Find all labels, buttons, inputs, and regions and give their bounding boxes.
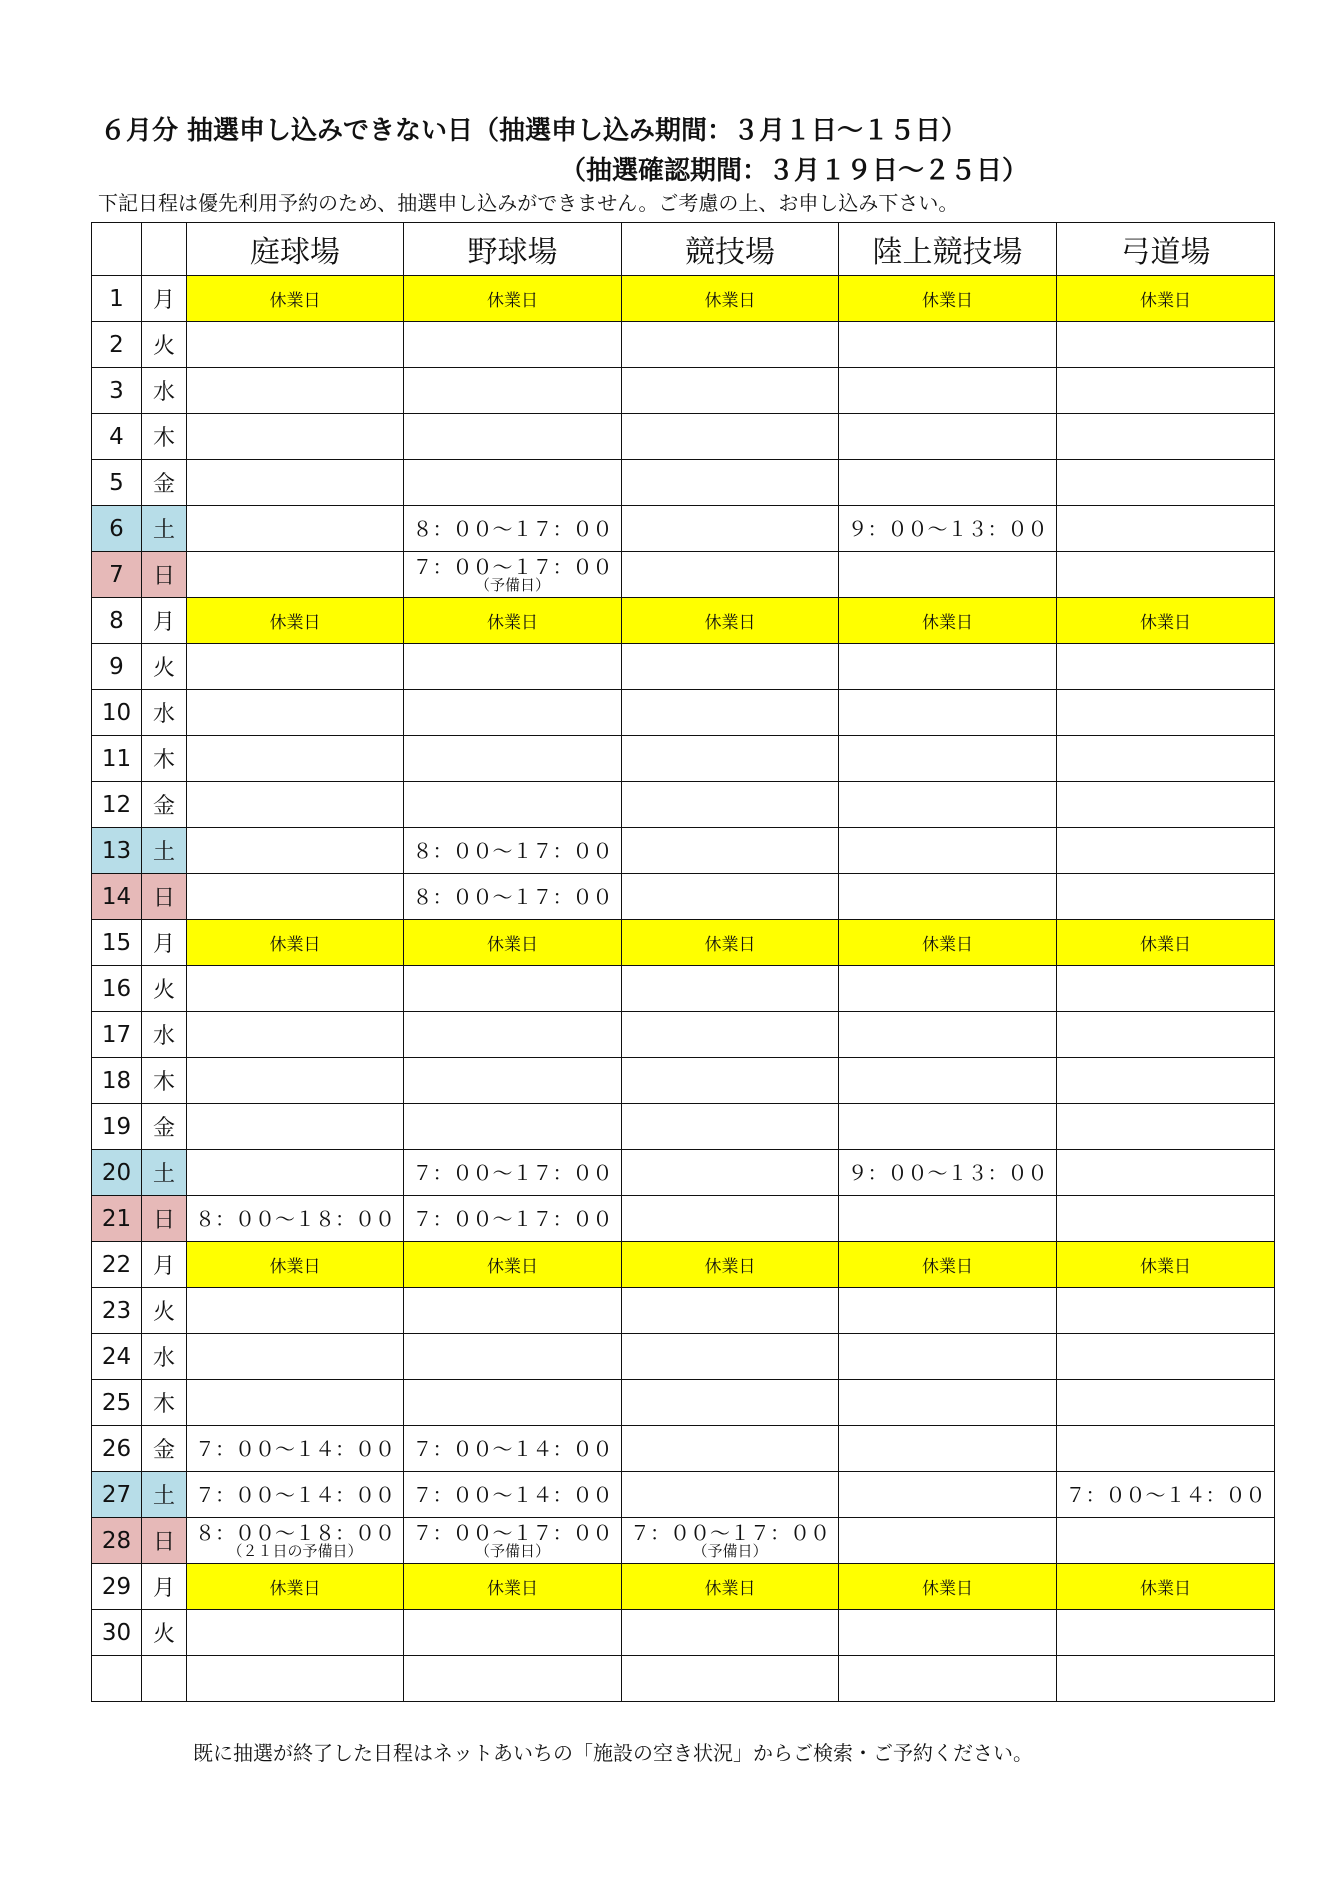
booking-cell: [839, 506, 1057, 552]
empty-cell: [839, 1196, 1057, 1242]
empty-cell: [404, 322, 622, 368]
empty-cell: [622, 368, 839, 414]
empty-cell: [1057, 644, 1275, 690]
empty-cell: [187, 1656, 404, 1702]
table-row: [92, 506, 1275, 552]
empty-cell: [1057, 322, 1275, 368]
booking-time: ７：００～１７：００: [630, 1520, 830, 1545]
empty-cell: [1057, 1334, 1275, 1380]
closed-cell: 休業日: [1057, 920, 1275, 966]
day-number: [92, 1656, 142, 1702]
day-number: 6: [92, 506, 142, 552]
closed-cell: 休業日: [404, 598, 622, 644]
empty-cell: [1057, 1518, 1275, 1564]
day-number: 27: [92, 1472, 142, 1518]
empty-cell: [187, 1610, 404, 1656]
weekday-label: 金: [142, 460, 187, 506]
closed-cell: 休業日: [839, 276, 1057, 322]
table-row: [92, 966, 1275, 1012]
weekday-label: 木: [142, 1058, 187, 1104]
empty-cell: [187, 782, 404, 828]
closed-cell: 休業日: [187, 276, 404, 322]
empty-cell: [839, 874, 1057, 920]
closed-cell: 休業日: [622, 1564, 839, 1610]
day-number: 20: [92, 1150, 142, 1196]
day-number: 29: [92, 1564, 142, 1610]
booking-cell: [1057, 1472, 1275, 1518]
weekday-label: 水: [142, 368, 187, 414]
page-subtitle: （抽選確認期間：３月１９日～２５日）: [560, 156, 1029, 186]
weekday-label: 日: [142, 552, 187, 598]
day-number: 28: [92, 1518, 142, 1564]
day-number: 25: [92, 1380, 142, 1426]
table-row: [92, 828, 1275, 874]
empty-cell: [839, 1288, 1057, 1334]
empty-cell: [187, 1334, 404, 1380]
booking-time: ９：００～１３：００: [847, 1160, 1048, 1185]
booking-time: ７：００～１４：００: [412, 1482, 613, 1507]
booking-cell: [404, 1426, 622, 1472]
empty-cell: [839, 644, 1057, 690]
empty-cell: [404, 966, 622, 1012]
table-row: [92, 414, 1275, 460]
table-row: [92, 1472, 1275, 1518]
table-row: [92, 644, 1275, 690]
table-row: [92, 598, 1275, 644]
day-number: 16: [92, 966, 142, 1012]
closed-cell: 休業日: [1057, 1564, 1275, 1610]
weekday-label: 火: [142, 644, 187, 690]
table-row: [92, 1196, 1275, 1242]
day-number: 1: [92, 276, 142, 322]
empty-cell: [622, 1150, 839, 1196]
weekday-label: 月: [142, 1564, 187, 1610]
booking-cell: [404, 828, 622, 874]
weekday-label: 土: [142, 828, 187, 874]
weekday-label: 水: [142, 690, 187, 736]
booking-cell: [404, 874, 622, 920]
table-row: [92, 1150, 1275, 1196]
table-row: [92, 1564, 1275, 1610]
empty-cell: [622, 782, 839, 828]
empty-cell: [404, 782, 622, 828]
table-row: [92, 1426, 1275, 1472]
table-row: [92, 460, 1275, 506]
table-row: [92, 552, 1275, 598]
table-row: [92, 322, 1275, 368]
table-row: [92, 1656, 1275, 1702]
empty-cell: [622, 1656, 839, 1702]
empty-cell: [839, 828, 1057, 874]
empty-cell: [839, 1104, 1057, 1150]
empty-cell: [622, 1058, 839, 1104]
header-day: [92, 223, 142, 276]
empty-cell: [839, 368, 1057, 414]
empty-cell: [187, 322, 404, 368]
empty-cell: [839, 322, 1057, 368]
weekday-label: 月: [142, 276, 187, 322]
table-row: [92, 736, 1275, 782]
empty-cell: [839, 1058, 1057, 1104]
empty-cell: [187, 1150, 404, 1196]
empty-cell: [1057, 1058, 1275, 1104]
table-row: [92, 1610, 1275, 1656]
table-row: [92, 690, 1275, 736]
closed-cell: 休業日: [622, 598, 839, 644]
empty-cell: [622, 1288, 839, 1334]
empty-cell: [622, 644, 839, 690]
empty-cell: [187, 1288, 404, 1334]
closed-cell: 休業日: [839, 920, 1057, 966]
booking-cell: [187, 1518, 404, 1564]
empty-cell: [839, 1472, 1057, 1518]
empty-cell: [622, 1196, 839, 1242]
empty-cell: [187, 1012, 404, 1058]
empty-cell: [1057, 552, 1275, 598]
empty-cell: [187, 1380, 404, 1426]
booking-time: ７：００～１４：００: [412, 1436, 613, 1461]
empty-cell: [404, 1334, 622, 1380]
empty-cell: [622, 966, 839, 1012]
closed-cell: 休業日: [622, 276, 839, 322]
empty-cell: [187, 1058, 404, 1104]
empty-cell: [839, 1380, 1057, 1426]
closed-cell: 休業日: [839, 1564, 1057, 1610]
empty-cell: [1057, 966, 1275, 1012]
empty-cell: [622, 874, 839, 920]
empty-cell: [622, 1426, 839, 1472]
day-number: 19: [92, 1104, 142, 1150]
empty-cell: [1057, 1380, 1275, 1426]
day-number: 13: [92, 828, 142, 874]
booking-note: （予備日）: [692, 1541, 768, 1560]
booking-time: ９：００～１３：００: [847, 516, 1048, 541]
day-number: 5: [92, 460, 142, 506]
closed-cell: 休業日: [187, 1564, 404, 1610]
booking-time: ７：００～１４：００: [1065, 1482, 1266, 1507]
day-number: 2: [92, 322, 142, 368]
empty-cell: [1057, 1288, 1275, 1334]
booking-cell: [187, 1196, 404, 1242]
booking-time: ７：００～１７：００: [412, 554, 613, 579]
day-number: 14: [92, 874, 142, 920]
empty-cell: [187, 966, 404, 1012]
empty-cell: [1057, 1656, 1275, 1702]
empty-cell: [839, 782, 1057, 828]
empty-cell: [1057, 828, 1275, 874]
empty-cell: [187, 874, 404, 920]
empty-cell: [187, 460, 404, 506]
empty-cell: [404, 690, 622, 736]
empty-cell: [1057, 690, 1275, 736]
booking-time: ８：００～１８：００: [195, 1520, 395, 1545]
day-number: 22: [92, 1242, 142, 1288]
empty-cell: [839, 460, 1057, 506]
empty-cell: [1057, 1196, 1275, 1242]
weekday-label: 金: [142, 1104, 187, 1150]
closed-cell: 休業日: [187, 920, 404, 966]
weekday-label: 木: [142, 1380, 187, 1426]
empty-cell: [839, 1518, 1057, 1564]
empty-cell: [839, 1656, 1057, 1702]
empty-cell: [622, 1334, 839, 1380]
empty-cell: [622, 1012, 839, 1058]
booking-note: （予備日）: [474, 1541, 550, 1560]
empty-cell: [1057, 414, 1275, 460]
notice-text: 下記日程は優先利用予約のため、抽選申し込みができません。ご考慮の上、お申し込み下さい。: [98, 191, 959, 215]
empty-cell: [839, 690, 1057, 736]
weekday-label: 月: [142, 920, 187, 966]
weekday-label: 金: [142, 1426, 187, 1472]
empty-cell: [1057, 460, 1275, 506]
empty-cell: [404, 1012, 622, 1058]
weekday-label: 火: [142, 322, 187, 368]
table-row: [92, 782, 1275, 828]
table-row: [92, 1518, 1275, 1564]
booking-cell: [839, 1150, 1057, 1196]
booking-cell: [404, 552, 622, 598]
booking-cell: [404, 1196, 622, 1242]
empty-cell: [1057, 368, 1275, 414]
booking-cell: [622, 1518, 839, 1564]
empty-cell: [404, 1288, 622, 1334]
empty-cell: [187, 1104, 404, 1150]
day-number: 8: [92, 598, 142, 644]
closed-cell: 休業日: [404, 920, 622, 966]
booking-cell: [187, 1426, 404, 1472]
closed-cell: 休業日: [404, 1242, 622, 1288]
schedule-table: [91, 222, 1275, 1702]
table-row: [92, 276, 1275, 322]
booking-cell: [404, 1150, 622, 1196]
booking-time: ８：００～１８：００: [195, 1206, 395, 1231]
booking-time: ７：００～１７：００: [412, 1520, 613, 1545]
table-row: [92, 1242, 1275, 1288]
booking-cell: [404, 1472, 622, 1518]
table-row: [92, 368, 1275, 414]
empty-cell: [1057, 506, 1275, 552]
booking-time: ７：００～１４：００: [195, 1436, 395, 1461]
weekday-label: 水: [142, 1334, 187, 1380]
day-number: 18: [92, 1058, 142, 1104]
weekday-label: 火: [142, 1288, 187, 1334]
booking-note: （予備日）: [474, 575, 550, 594]
empty-cell: [839, 552, 1057, 598]
empty-cell: [1057, 1104, 1275, 1150]
header-baseball-field: 野球場: [404, 223, 622, 276]
empty-cell: [622, 506, 839, 552]
day-number: 24: [92, 1334, 142, 1380]
header-archery-range: 弓道場: [1057, 223, 1275, 276]
empty-cell: [404, 1104, 622, 1150]
empty-cell: [622, 460, 839, 506]
table-row: [92, 1334, 1275, 1380]
header-athletics-stadium: 陸上競技場: [839, 223, 1057, 276]
empty-cell: [187, 414, 404, 460]
closed-cell: 休業日: [404, 276, 622, 322]
weekday-label: 木: [142, 736, 187, 782]
day-number: 23: [92, 1288, 142, 1334]
day-number: 17: [92, 1012, 142, 1058]
empty-cell: [1057, 1012, 1275, 1058]
closed-cell: 休業日: [839, 1242, 1057, 1288]
closed-cell: 休業日: [622, 920, 839, 966]
closed-cell: 休業日: [622, 1242, 839, 1288]
table-row: [92, 1058, 1275, 1104]
table-row: [92, 1012, 1275, 1058]
empty-cell: [622, 1104, 839, 1150]
empty-cell: [839, 736, 1057, 782]
table-row: [92, 1380, 1275, 1426]
day-number: 9: [92, 644, 142, 690]
table-row: [92, 920, 1275, 966]
booking-time: ８：００～１７：００: [412, 838, 613, 863]
empty-cell: [839, 1610, 1057, 1656]
closed-cell: 休業日: [839, 598, 1057, 644]
empty-cell: [839, 966, 1057, 1012]
header-stadium: 競技場: [622, 223, 839, 276]
empty-cell: [1057, 1426, 1275, 1472]
day-number: 21: [92, 1196, 142, 1242]
empty-cell: [1057, 782, 1275, 828]
table-row: [92, 874, 1275, 920]
weekday-label: 土: [142, 1150, 187, 1196]
empty-cell: [404, 1610, 622, 1656]
empty-cell: [1057, 1610, 1275, 1656]
day-number: 4: [92, 414, 142, 460]
footer-note: 既に抽選が終了した日程はネットあいちの「施設の空き状況」からご検索・ご予約ください。: [193, 1741, 1033, 1765]
empty-cell: [622, 414, 839, 460]
weekday-label: 水: [142, 1012, 187, 1058]
empty-cell: [622, 828, 839, 874]
page-title: ６月分 抽選申し込みできない日（抽選申し込み期間：３月１日～１５日）: [100, 116, 968, 146]
booking-time: ８：００～１７：００: [412, 884, 613, 909]
closed-cell: 休業日: [404, 1564, 622, 1610]
day-number: 30: [92, 1610, 142, 1656]
empty-cell: [622, 690, 839, 736]
empty-cell: [187, 506, 404, 552]
empty-cell: [839, 1334, 1057, 1380]
empty-cell: [622, 322, 839, 368]
schedule-body: [92, 276, 1275, 1702]
empty-cell: [404, 1656, 622, 1702]
day-number: 15: [92, 920, 142, 966]
day-number: 26: [92, 1426, 142, 1472]
booking-cell: [404, 506, 622, 552]
empty-cell: [1057, 736, 1275, 782]
weekday-label: 火: [142, 1610, 187, 1656]
weekday-label: 木: [142, 414, 187, 460]
empty-cell: [187, 644, 404, 690]
weekday-label: 金: [142, 782, 187, 828]
empty-cell: [404, 460, 622, 506]
weekday-label: 日: [142, 1518, 187, 1564]
empty-cell: [839, 1012, 1057, 1058]
table-row: [92, 1288, 1275, 1334]
booking-time: ８：００～１７：００: [412, 516, 613, 541]
empty-cell: [622, 1472, 839, 1518]
booking-cell: [404, 1518, 622, 1564]
empty-cell: [622, 736, 839, 782]
booking-time: ７：００～１４：００: [195, 1482, 395, 1507]
weekday-label: [142, 1656, 187, 1702]
weekday-label: 土: [142, 506, 187, 552]
day-number: 3: [92, 368, 142, 414]
empty-cell: [839, 1426, 1057, 1472]
header-tennis-court: 庭球場: [187, 223, 404, 276]
weekday-label: 土: [142, 1472, 187, 1518]
weekday-label: 月: [142, 1242, 187, 1288]
closed-cell: 休業日: [187, 1242, 404, 1288]
booking-cell: [187, 1472, 404, 1518]
closed-cell: 休業日: [187, 598, 404, 644]
empty-cell: [187, 828, 404, 874]
day-number: 7: [92, 552, 142, 598]
empty-cell: [404, 644, 622, 690]
empty-cell: [404, 1058, 622, 1104]
empty-cell: [404, 1380, 622, 1426]
booking-time: ７：００～１７：００: [412, 1160, 613, 1185]
day-number: 12: [92, 782, 142, 828]
closed-cell: 休業日: [1057, 276, 1275, 322]
day-number: 11: [92, 736, 142, 782]
day-number: 10: [92, 690, 142, 736]
header-weekday: [142, 223, 187, 276]
empty-cell: [622, 552, 839, 598]
empty-cell: [1057, 874, 1275, 920]
empty-cell: [622, 1380, 839, 1426]
empty-cell: [404, 414, 622, 460]
closed-cell: 休業日: [1057, 598, 1275, 644]
empty-cell: [187, 690, 404, 736]
closed-cell: 休業日: [1057, 1242, 1275, 1288]
empty-cell: [187, 736, 404, 782]
weekday-label: 日: [142, 1196, 187, 1242]
empty-cell: [187, 368, 404, 414]
table-row: [92, 1104, 1275, 1150]
empty-cell: [839, 414, 1057, 460]
weekday-label: 火: [142, 966, 187, 1012]
empty-cell: [1057, 1150, 1275, 1196]
booking-note: （２１日の予備日）: [227, 1541, 363, 1560]
empty-cell: [404, 736, 622, 782]
weekday-label: 月: [142, 598, 187, 644]
empty-cell: [187, 552, 404, 598]
empty-cell: [404, 368, 622, 414]
empty-cell: [622, 1610, 839, 1656]
weekday-label: 日: [142, 874, 187, 920]
header-row: [92, 223, 1275, 276]
booking-time: ７：００～１７：００: [412, 1206, 613, 1231]
